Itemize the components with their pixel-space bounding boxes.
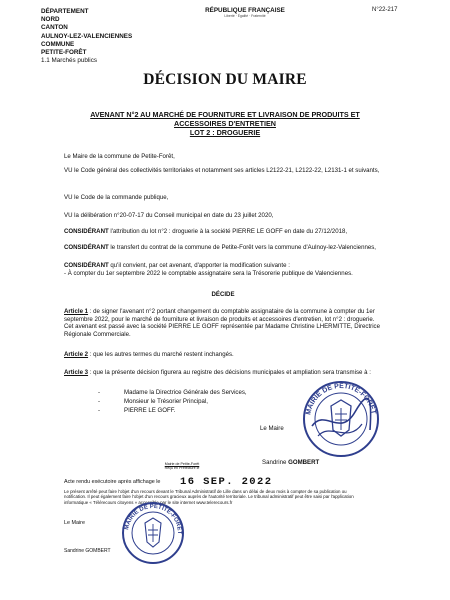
considerant-label: CONSIDÉRANT xyxy=(64,228,109,235)
recipient-name: Madame la Directrice Générale des Services, xyxy=(124,389,247,396)
republic-header xyxy=(185,7,305,18)
considerant-text: le transfert du contrat de la commune de Petite-Forêt vers la commune d'Aulnoy-lez-Valenciennes, xyxy=(108,244,376,251)
vu-paragraph: VU la délibération n°20-07-17 du Conseil municipal en date du 23 juillet 2020, xyxy=(64,212,274,219)
recours-notice: Le présent arrêté peut faire l'objet d'un recours devant le Tribunal Administratif de Lille dans un délai de deux mois à compter de sa publication ou notification. Il peut également faire l'objet d'un recours gracieux auprès de l'autorité territoriale. Le tribunal administratif peut être saisi par l'application informatique « Télérecours citoyens » accessible par le site internet www.telerecours.fr xyxy=(64,489,354,505)
decide-heading: DÉCIDE xyxy=(211,291,235,298)
mayor-seal-stamp-2 xyxy=(120,500,186,566)
list-item: - Madame la Directrice Générale des Services, xyxy=(98,389,247,396)
header-line: AULNOY-LEZ-VALENCIENNES xyxy=(41,32,133,40)
header-line: CANTON xyxy=(41,24,68,32)
article-2 xyxy=(64,351,382,359)
recipients-list xyxy=(98,388,247,415)
notice-head-line: Reçu en Préfecture le xyxy=(164,466,200,471)
considerant-paragraph xyxy=(64,244,382,252)
recipient-name: Monsieur le Trésorier Principal, xyxy=(124,398,208,405)
list-item: - Monsieur le Trésorier Principal, xyxy=(98,398,208,405)
article-label: Article 2 xyxy=(64,351,89,358)
subtitle-line: ACCESSOIRES D'ENTRETIEN xyxy=(174,119,276,128)
mayor-seal-stamp xyxy=(300,378,382,460)
document-title: DÉCISION DU MAIRE xyxy=(143,71,307,88)
subtitle-line: LOT 2 : DROGUERIE xyxy=(189,128,261,137)
considerant-paragraph xyxy=(64,262,382,270)
article-1 xyxy=(64,308,382,338)
article-label: Article 3 xyxy=(64,369,89,376)
signatory-name xyxy=(262,459,319,466)
signatory-last-name: GOMBERT xyxy=(288,459,320,466)
seal-text: MAIRIE DE PETITE-FORÊT xyxy=(124,503,183,535)
document-subtitle xyxy=(70,110,380,137)
considerant-text: qu'il convient, par cet avenant, d'apporter la modification suivante : xyxy=(108,262,290,269)
vu-paragraph: VU le Code général des collectivités territoriales et notamment ses articles L2122-21, L2122-22, L2131-1 et suivants, xyxy=(64,167,380,174)
seal-text: MAIRIE DE PETITE-FORÊT xyxy=(305,382,377,416)
header-subject: 1.1 Marchés publics xyxy=(41,57,97,65)
header-line: COMMUNE xyxy=(41,40,75,48)
article-3 xyxy=(64,369,382,377)
header-line: NORD xyxy=(41,16,60,24)
bullet-item: - À compter du 1er septembre 2022 le comptable assignataire sera la Trésorerie publique de Valenciennes. xyxy=(64,270,353,277)
subtitle-line: AVENANT N°2 AU MARCHÉ DE FOURNITURE ET LIVRAISON DE PRODUITS ET xyxy=(90,110,360,119)
notice-signature-role: Le Maire xyxy=(64,520,85,526)
executoire-label: Acte rendu exécutoire après affichage le xyxy=(64,479,161,485)
republic-motto: Liberté · Égalité · Fraternité xyxy=(224,14,266,18)
recipient-name: PIERRE LE GOFF. xyxy=(124,407,176,414)
header-line: DÉPARTEMENT xyxy=(41,8,89,15)
considerant-label: CONSIDÉRANT xyxy=(64,262,109,269)
article-text: : de signer l'avenant n°2 portant changement du comptable assignataire de la commune à compter du 1er septembre 2022, pour le marché de fourniture et livraison de produits et accessoires d'entretien, lot n°2 : droguerie. Cet avenant est passé avec la société PIERRE LE GOFF représentée par Madame Christine LHERMITTE, Directrice Régionale Commerciale. xyxy=(64,308,380,338)
considerant-label: CONSIDÉRANT xyxy=(64,244,109,251)
decision-reference: N°22-217 xyxy=(372,7,398,13)
header-administrative-block xyxy=(41,8,132,65)
article-text: : que les autres termes du marché restent inchangés. xyxy=(88,351,234,358)
prefecture-notice-header xyxy=(147,462,217,471)
article-label: Article 1 xyxy=(64,308,89,315)
received-date-stamp: 16 SEP. 2022 xyxy=(180,476,273,488)
considerant-paragraph xyxy=(64,228,382,236)
signature-role: Le Maire xyxy=(260,425,284,432)
article-text: : que la présente décision figurera au registre des décisions municipales et ampliation sera transmise à : xyxy=(88,369,371,376)
notice-signatory: Sandrine GOMBERT xyxy=(64,548,111,554)
vu-paragraph: VU le Code de la commande publique, xyxy=(64,194,169,201)
republic-label: RÉPUBLIQUE FRANÇAISE xyxy=(205,7,285,14)
signatory-first-name: Sandrine xyxy=(262,459,289,466)
considerant-text: l'attribution du lot n°2 : droguerie à la société PIERRE LE GOFF en date du 27/12/2018, xyxy=(108,228,348,235)
intro-text: Le Maire de la commune de Petite-Forêt, xyxy=(64,153,175,160)
header-line: PETITE-FORÊT xyxy=(41,49,87,57)
list-item: - PIERRE LE GOFF. xyxy=(98,407,176,414)
notice-head-line: Mairie de Petite-Forêt xyxy=(164,462,200,466)
